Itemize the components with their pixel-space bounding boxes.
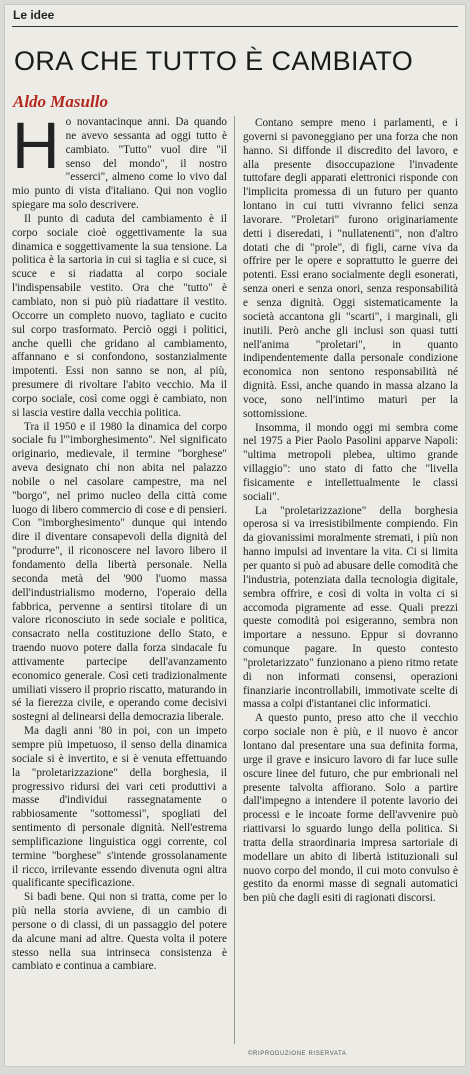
paragraph: Il punto di caduta del cambiamento è il corpo sociale cioè oggettivamente la sua dinamica e soggettivamente la sua tensione. La politica è la sartoria in cui si taglia e si cuce, si scuce e si riadatta al corpo sociale l'indispensabile vestito. Ora che "tutto" è cambiato, non si può più riadattare il vestito. Occorre un completo nuovo, tagliato e cucito sul corpo trasformato. Perciò oggi i politici, anche quelli che gridano al cambiamento, affannano e si confondono, sostanzialmente impotenti. Essi non sanno se non, al più, presumere di rivoltare l'abito vecchio. Ma il corpo sociale, così come oggi è cambiato, non si lascia vestire dalla vecchia politica. <box>12 212 227 419</box>
paragraph <box>12 108 227 213</box>
column-divider <box>234 116 235 1044</box>
article-author: Aldo Masullo <box>13 92 108 111</box>
section-rule <box>12 26 458 27</box>
newspaper-page <box>4 4 466 1067</box>
paragraph-text: o novantacinque anni. Da quando ne avevo sessanta ad oggi tutto è cambiato. "Tutto" vuol dire "il senso del mondo", il nostro "esserci", almeno come lo vivo dal mio punto di vista d'italiano. Qui non voglio spiegare ma solo descrivere. <box>12 116 227 212</box>
paragraph: Ma dagli anni '80 in poi, con un impeto sempre più impetuoso, il senso della dinamica sociale si è invertito, e si è venuta effettuando la "proletarizzazione" della borghesia, il progressivo ridursi dei vari ceti produttivi a masse d'individui rassegnatamente o rabbiosamente "sottomessi", spogliati del sentimento di personale dignità. Nell'estrema semplificazione linguistica oggi corrente, col termine "borghese" s'intende grossolanamente il ricco, irrilevante essendo divenuta ogni altra qualificante specificazione. <box>12 725 227 890</box>
paragraph: Insomma, il mondo oggi mi sembra come nel 1975 a Pier Paolo Pasolini apparve Napoli: "ultima metropoli plebea, ultimo grande villaggio": uno stato di fatto che "livella fisicamente e intellettualmente le classi sociali". <box>243 421 458 503</box>
paragraph: Si badi bene. Qui non si tratta, come per lo più nella storia avviene, di un cambio di persone o di classi, di un passaggio del potere da alcune mani ad altre. Questa volta il potere stesso nella sua intrinseca consistenza è cambiato e continua a cambiare. <box>12 891 227 973</box>
section-header <box>4 4 466 28</box>
drop-cap: H <box>12 108 60 182</box>
article-headline: ORA CHE TUTTO È CAMBIATO <box>14 46 414 76</box>
paragraph: Tra il 1950 e il 1980 la dinamica del corpo sociale fu l'"imborghesimento". Nel significato originario, medievale, il termine "borghese" aveva designato chi non abita nel palazzo nobile o nel casolare campestre, ma nel "borgo", nel primo nucleo della città come luogo di libero commercio di cose e di pensieri. Con "imborghesimento" dunque qui intendo dire il diventare consapevoli della dignità del "produrre", il riconoscere nel lavoro libero il fondamento della libertà personale. Nella seconda metà del '900 l'uomo massa dell'industrialismo moderno, l'operaio della fabbrica, pervenne a sentirsi titolare di un valore riconosciuto in sede sociale e politica, consacrato nella costituzione dello Stato, e traendo nuovo potere dalla forza sindacale fu attivamente partecipe dell'avanzamento economico generale. Così ceti tradizionalmente umiliati vissero il proprio riscatto, maturando in sé la fierezza civile, e operando come decisivi sostegni al delinearsi della democrazia liberale. <box>12 420 227 724</box>
paragraph: A questo punto, preso atto che il vecchio corpo sociale non è più, e il nuovo è ancor lontano dal presentare una sua definita forma, urge il grave e insicuro lavoro di far luce sulle oscure linee del futuro, che pur embrionali nel presente talvolta affiorano. Solo a partire dall'impegno a intendere il potente lavorio dei processi e le incoate forme dell'avvenire può riattivarsi lo sguardo lungo della politica. Si tratta della straordinaria impresa sartoriale di modellare un abito di libertà istituzionali sul nuovo corpo del mondo, il cui moto convulso è gestito da enormi masse di segnali automatici ben più che dagli esiti di ragionati discorsi. <box>243 712 458 905</box>
section-label: Le idee <box>13 8 55 22</box>
article-column-left <box>12 108 227 974</box>
paragraph: Contano sempre meno i parlamenti, e i governi si pavoneggiano per una forza che non hanno. Si diffonde il discredito del lavoro, e alla presente disoccupazione l'invadente tuttofare degli apparati elettronici risponde con l'implicita promessa di un futuro per quanto lontano in cui tutti vivranno felici senza lavorare. "Proletari" furono originariamente detti i diseredati, i "nullatenenti", non d'altro dotati che di "prole", di figli, carne viva da offrire per le opere e soprattutto le guerre dei potenti. Essi erano socialmente degli esonerati, senza oneri e senza onori, senza responsabilità e senza dignità. Oggi sistematicamente la società accantona gli "scarti", i marginali, gli inutili. Però anche gli inclusi son quasi tutti nell'anima "proletari", in quanto indipendentemente dalla personale condizione economica non sentono responsabilità né dignità. Essi, anche quando in massa alzano la voce, sono nell'intimo maturi per la sottomissione. <box>243 117 458 420</box>
article-column-right <box>243 117 458 906</box>
copyright-note: ©RIPRODUZIONE RISERVATA <box>248 1051 347 1057</box>
paragraph: La "proletarizzazione" della borghesia operosa si va irresistibilmente compiendo. Fin da giovanissimi moralmente stremati, i più non hanno impulsi ad inventare la vita. Ci si limita per quanto si può ad abusare delle comodità che l'industria, potenziata dalla tecnologia digitale, sembra offrire, e così di volta in volta ci si accomoda pigramente ad esse. Quali prezzi queste comodità poi esigeranno, sembra non importare a nessuno. Eppur si dovranno comunque pagare. In questo contesto "proletarizzato" funzionano a pieno ritmo retate di non informati consensi, operazioni finanziarie incontrollabili, immotivate scelte di massa a colpi d'istantanei clic informatici. <box>243 504 458 711</box>
